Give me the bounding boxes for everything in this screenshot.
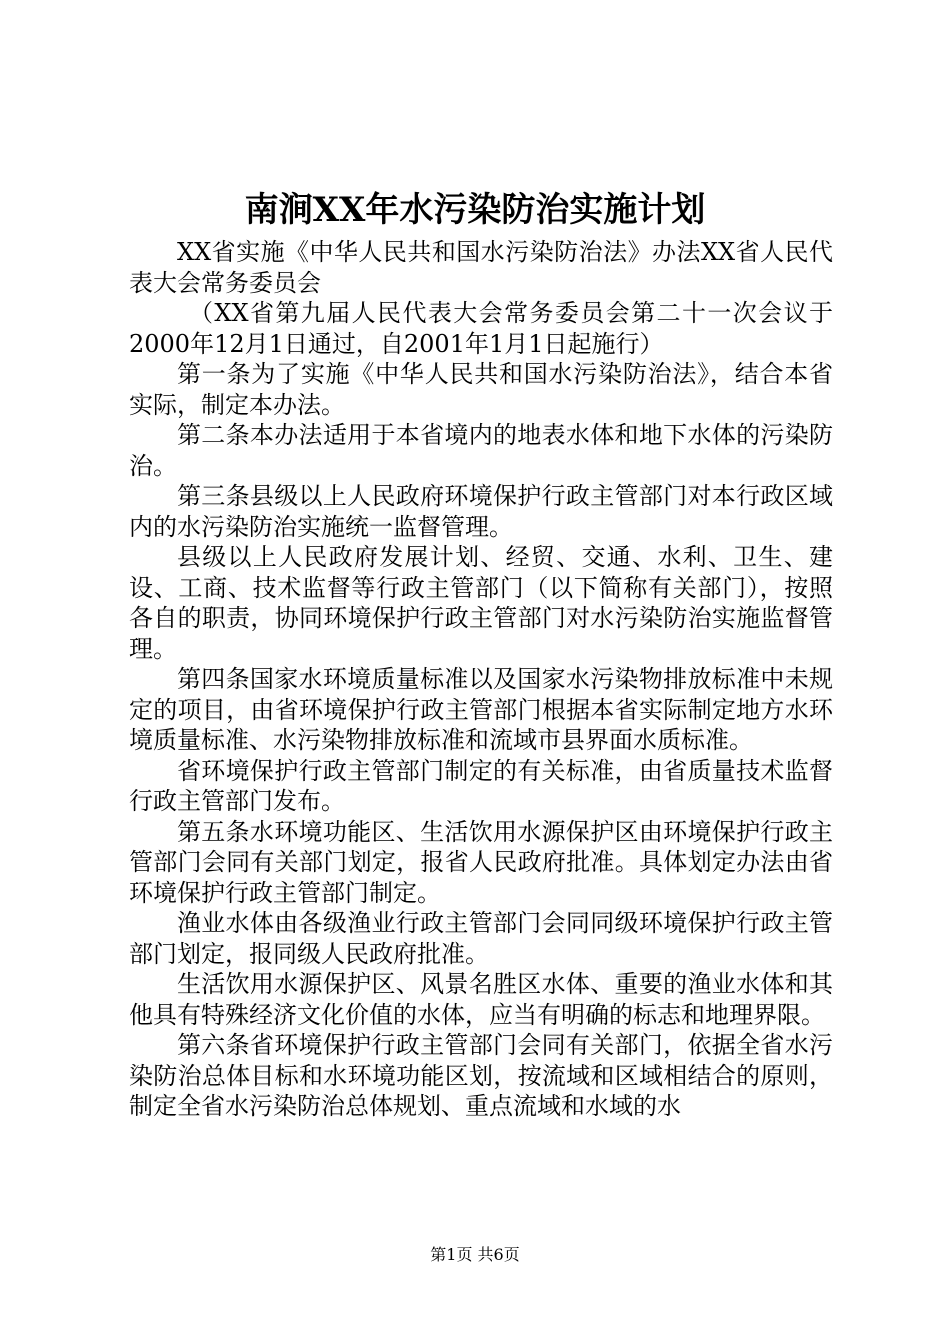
paragraph-article-3: 第三条县级以上人民政府环境保护行政主管部门对本行政区域内的水污染防治实施统一监督管理。 [129,482,833,541]
paragraph-article-3-cont: 县级以上人民政府发展计划、经贸、交通、水利、卫生、建设、工商、技术监督等行政主管部门（以下简称有关部门），按照各自的职责，协同环境保护行政主管部门对水污染防治实施监督管理。 [129,543,833,663]
page-footer: 第1页 共6页 [430,1245,520,1264]
paragraph-article-5-cont-2: 生活饮用水源保护区、风景名胜区水体、重要的渔业水体和其他具有特殊经济文化价值的水体，应当有明确的标志和地理界限。 [129,970,833,1029]
paragraph-article-5: 第五条水环境功能区、生活饮用水源保护区由环境保护行政主管部门会同有关部门划定，报省人民政府批准。具体划定办法由省环境保护行政主管部门制定。 [129,817,833,907]
paragraph-article-1: 第一条为了实施《中华人民共和国水污染防治法》，结合本省实际，制定本办法。 [129,360,833,419]
paragraph-adoption-note: （XX省第九届人民代表大会常务委员会第二十一次会议于2000年12月1日通过，自2001年1月1日起施行） [129,299,833,358]
paragraph-article-5-cont: 渔业水体由各级渔业行政主管部门会同同级环境保护行政主管部门划定，报同级人民政府批准。 [129,909,833,968]
paragraph-article-4: 第四条国家水环境质量标准以及国家水污染物排放标准中未规定的项目，由省环境保护行政主管部门根据本省实际制定地方水环境质量标准、水污染物排放标准和流域市县界面水质标准。 [129,665,833,754]
paragraph-article-6: 第六条省环境保护行政主管部门会同有关部门，依据全省水污染防治总体目标和水环境功能区划，按流域和区域相结合的原则，制定全省水污染防治总体规划、重点流域和水域的水 [129,1031,833,1120]
paragraph-article-2: 第二条本办法适用于本省境内的地表水体和地下水体的污染防治。 [129,421,833,480]
paragraph-article-4-cont: 省环境保护行政主管部门制定的有关标准，由省质量技术监督行政主管部门发布。 [129,756,833,815]
document-title: 南涧XX年水污染防治实施计划 [244,190,706,230]
paragraph-heading-line: XX省实施《中华人民共和国水污染防治法》办法XX省人民代表大会常务委员会 [129,238,833,297]
document-body [129,237,833,1122]
